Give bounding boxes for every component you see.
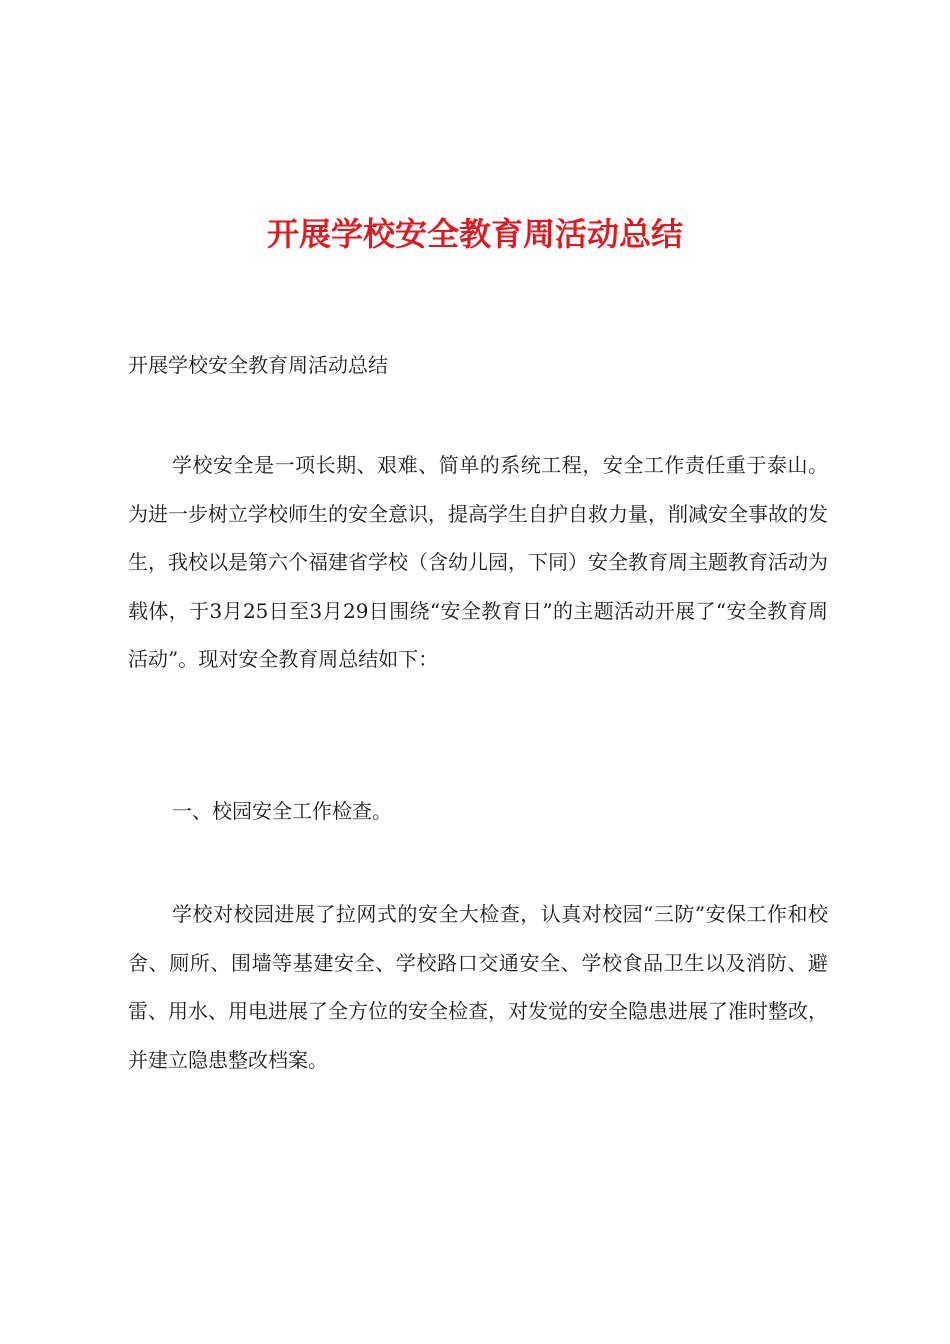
section-heading-1: 一、校园安全工作检查。 [172, 799, 392, 823]
document-title: 开展学校安全教育周活动总结 [266, 215, 683, 253]
paragraph-intro: 学校安全是一项长期、艰难、简单的系统工程，安全工作责任重于泰山。为进一步树立学校师生的安全意识，提高学生自护自救力量，削减安全事故的发生，我校以是第六个福建省学校（含幼儿园，下同）安全教育周主题教育活动为载体，于3月25日至3月29日围绕“安全教育日”的主题活动开展了“安全教育周活动”。现对安全教育周总结如下： [128, 453, 828, 671]
paragraph-inspection: 学校对校园进展了拉网式的安全大检查，认真对校园“三防”安保工作和校舍、厕所、围墙等基建安全、学校路口交通安全、学校食品卫生以及消防、避雷、用水、用电进展了全方位的安全检查，对发觉的安全隐患进展了准时整改，并建立隐患整改档案。 [128, 902, 828, 1072]
document-subtitle: 开展学校安全教育周活动总结 [128, 353, 388, 377]
